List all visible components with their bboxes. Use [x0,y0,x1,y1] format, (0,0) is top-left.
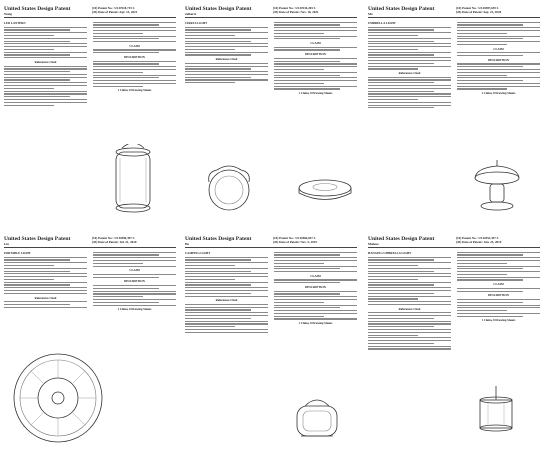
patent-number: US D852,357 S [478,236,499,240]
references-heading: References Cited [34,295,57,300]
description-heading: DESCRIPTION [124,55,145,59]
patent-page-2 [185,6,357,218]
patent-date-label: (45) Date of Patent: [456,240,483,245]
references-heading: References Cited [398,71,421,76]
inventor-name: Liu [4,242,9,246]
references-heading: References Cited [215,57,238,62]
description-heading: DESCRIPTION [488,57,509,62]
patent-date: Nov. 16, 2021 [300,10,319,15]
patent-date: Nov. 5, 2019 [300,240,317,245]
inventor-name: He [185,242,189,246]
inventor-name: Maltese [368,242,379,246]
hanging-umbrella-light-drawing [460,386,532,442]
claim-heading: CLAIM [129,43,140,48]
patent-date: Apr. 13, 2021 [119,10,138,15]
references-heading: References Cited [215,298,238,303]
description-heading: DESCRIPTION [124,279,145,284]
inventor-name: Ma [368,12,373,16]
figures-count: 1 Claim, 8 Drawing Sheets [298,91,333,96]
patent-heading: CIRRUS LIGHT [185,21,208,25]
description-heading: DESCRIPTION [305,285,326,289]
left-column [4,20,90,218]
figures-count: 1 Claim, 8 Drawing Sheets [117,307,152,312]
patent-number: US D890,397 S [114,236,135,240]
figures-count: 1 Claim, 8 Drawing Sheets [481,91,516,96]
patent-number-label: (10) Patent No.: [92,6,114,10]
patent-heading: UMBRELLA LIGHT [368,21,396,25]
patent-title: United States Design Patent [4,6,71,12]
inventor-name: Wang [4,12,12,16]
camping-light-drawing [289,396,345,442]
patent-header [368,6,540,18]
figures-count: 1 Claim, 8 Drawing Sheets [298,321,333,326]
patent-number-label: (10) Patent No.: [273,236,295,240]
figures-count: 1 Claim, 8 Drawing Sheets [117,88,152,93]
patent-date: Sep. 22, 2020 [483,10,502,15]
patent-date-label: (45) Date of Patent: [92,10,119,15]
patent-page-1 [4,6,176,218]
patent-heading: LED LANTERN [4,21,26,25]
patent-header [4,236,176,248]
patent-number-label: (10) Patent No.: [456,236,478,240]
patent-title: United States Design Patent [368,236,435,242]
umbrella-light-drawing [468,156,526,214]
patent-number-label: (10) Patent No.: [273,6,295,10]
disc-light-drawing [297,176,353,206]
references-heading: References Cited [34,59,57,64]
patent-number: US D934,265 S [295,6,316,10]
round-light-drawing [10,350,106,446]
description-heading: DESCRIPTION [488,293,509,298]
patent-heading: PORTABLE LIGHT [4,251,31,255]
patent-title: United States Design Patent [4,236,71,242]
patent-title: United States Design Patent [185,6,252,12]
patent-number-label: (10) Patent No.: [92,236,114,240]
patent-number: US D918,715 S [114,6,135,10]
patent-header [185,6,357,18]
claim-heading: CLAIM [310,41,321,46]
patent-date-label: (45) Date of Patent: [92,240,119,245]
figures-count: 1 Claim, 8 Drawing Sheets [481,318,516,323]
patent-heading: HANGING UMBRELLA LIGHT [368,251,412,255]
left-column [185,250,271,448]
patent-page-3 [368,6,540,218]
description-heading: DESCRIPTION [305,52,326,57]
patent-page-5 [185,236,357,448]
patent-date: Jul. 21, 2020 [119,240,137,245]
left-column [368,20,454,218]
patent-page-6 [368,236,540,448]
patent-header [185,236,357,248]
patent-date-label: (45) Date of Patent: [456,10,483,15]
claim-heading: CLAIM [493,282,504,287]
patent-number-label: (10) Patent No.: [456,6,478,10]
claim-heading: CLAIM [493,46,504,51]
patent-number: US D887,639 S [478,6,499,10]
claim-heading: CLAIM [310,273,321,278]
left-column [368,250,454,448]
patent-number: US D866,037 S [295,236,316,240]
patent-page-4 [4,236,176,448]
references-heading: References Cited [398,306,421,311]
lantern-drawing [102,144,164,214]
speaker-light-drawing [205,164,275,216]
claim-heading: CLAIM [129,268,140,273]
patent-title: United States Design Patent [185,236,252,242]
patent-title: United States Design Patent [368,6,435,12]
patent-date-label: (45) Date of Patent: [273,10,300,15]
inventor-name: Jalbertz [185,12,197,16]
patent-header [4,6,176,18]
patent-header [368,236,540,248]
patent-date: Jun. 25, 2019 [483,240,502,245]
patent-date-label: (45) Date of Patent: [273,240,300,245]
patent-heading: CAMPING LIGHT [185,251,211,255]
